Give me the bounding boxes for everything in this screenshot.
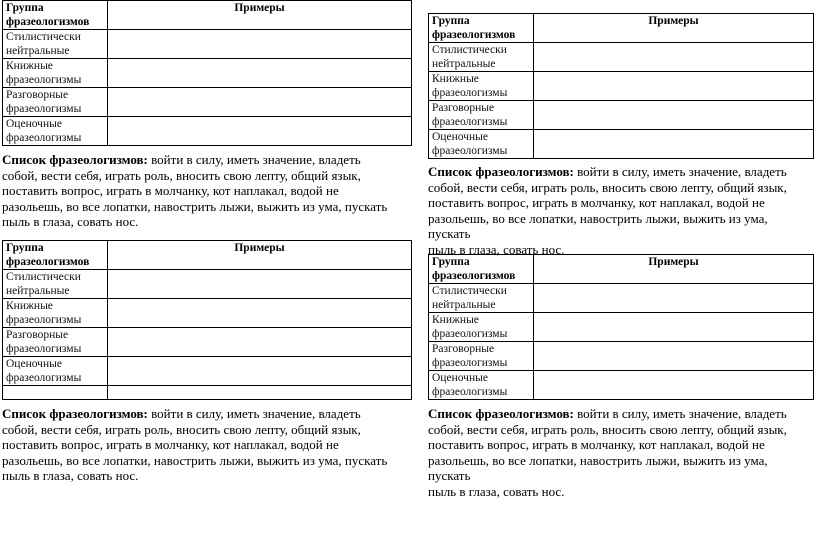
examples-cell[interactable] — [534, 313, 814, 342]
row-label: Разговорные фразеологизмы — [429, 342, 534, 371]
header-group-cell: Группа фразеологизмов — [429, 255, 534, 284]
table-block-bottom-right — [428, 254, 814, 400]
row-label: Разговорные фразеологизмы — [3, 88, 108, 117]
list-line: пыль в глаза, совать нос. — [2, 214, 139, 230]
examples-cell[interactable] — [534, 284, 814, 313]
examples-cell[interactable] — [534, 43, 814, 72]
list-label: Список фразеологизмов: — [2, 152, 148, 167]
examples-cell[interactable] — [534, 101, 814, 130]
list-line: разольешь, во все лопатки, навострить лыжи, выжить из ума, пускать — [2, 452, 388, 468]
header-group-cell: Группа фразеологизмов — [429, 14, 534, 43]
examples-cell[interactable] — [108, 59, 412, 88]
list-line: собой, вести себя, играть роль, вносить свою лепту, общий язык, — [2, 421, 361, 437]
list-line: собой, вести себя, играть роль, вносить свою лепту, общий язык, — [428, 421, 787, 437]
list-line: собой, вести себя, играть роль, вносить свою лепту, общий язык, — [428, 179, 787, 195]
list-label: Список фразеологизмов: — [2, 406, 148, 421]
examples-cell[interactable] — [108, 299, 412, 328]
list-line: войти в силу, иметь значение, владеть — [577, 164, 787, 179]
row-label: Книжные фразеологизмы — [3, 299, 108, 328]
row-label: Оценочные фразеологизмы — [3, 117, 108, 146]
row-label: Стилистически нейтральные — [3, 30, 108, 59]
list-line: поставить вопрос, играть в молчанку, кот наплакал, водой не — [2, 437, 339, 453]
examples-cell[interactable] — [534, 130, 814, 159]
row-label: Книжные фразеологизмы — [429, 313, 534, 342]
table-block-bottom-left — [2, 240, 412, 400]
list-line: пыль в глаза, совать нос. — [428, 483, 565, 499]
list-line: собой, вести себя, играть роль, вносить свою лепту, общий язык, — [2, 167, 361, 183]
phraseology-table — [428, 254, 814, 400]
examples-cell[interactable] — [108, 357, 412, 386]
row-label: Стилистически нейтральные — [3, 270, 108, 299]
examples-cell[interactable] — [534, 342, 814, 371]
phraseology-table — [2, 240, 412, 400]
examples-cell[interactable] — [534, 371, 814, 400]
phrase-list-bottom-right — [428, 406, 813, 500]
examples-cell[interactable] — [108, 30, 412, 59]
list-line: войти в силу, иметь значение, владеть — [151, 152, 361, 167]
row-label: Разговорные фразеологизмы — [3, 328, 108, 357]
examples-cell[interactable] — [534, 72, 814, 101]
row-label: Разговорные фразеологизмы — [429, 101, 534, 130]
examples-cell[interactable] — [108, 270, 412, 299]
list-line: войти в силу, иметь значение, владеть — [577, 406, 787, 421]
list-line: разольешь, во все лопатки, навострить лыжи, выжить из ума, пускать — [428, 210, 768, 242]
examples-cell[interactable] — [108, 328, 412, 357]
row-label: Оценочные фразеологизмы — [3, 357, 108, 386]
header-examples-cell: Примеры — [108, 1, 412, 30]
table-block-top-left — [2, 0, 412, 146]
phraseology-table — [428, 13, 814, 159]
list-label: Список фразеологизмов: — [428, 406, 574, 421]
header-examples-cell: Примеры — [534, 14, 814, 43]
row-label: Оценочные фразеологизмы — [429, 371, 534, 400]
row-label: Стилистически нейтральные — [429, 43, 534, 72]
row-label: Оценочные фразеологизмы — [429, 130, 534, 159]
phrase-list-top-left — [2, 152, 412, 230]
header-group-cell: Группа фразеологизмов — [3, 1, 108, 30]
list-line: поставить вопрос, играть в молчанку, кот наплакал, водой не — [428, 195, 765, 211]
list-line: войти в силу, иметь значение, владеть — [151, 406, 361, 421]
list-line: поставить вопрос, играть в молчанку, кот наплакал, водой не — [2, 183, 339, 199]
row-label: Книжные фразеологизмы — [3, 59, 108, 88]
phraseology-table — [2, 0, 412, 146]
list-line: разольешь, во все лопатки, навострить лыжи, выжить из ума, пускать — [428, 452, 768, 484]
examples-cell[interactable] — [108, 88, 412, 117]
list-line: разольешь, во все лопатки, навострить лыжи, выжить из ума, пускать — [2, 198, 388, 214]
examples-cell[interactable] — [108, 117, 412, 146]
header-examples-cell: Примеры — [534, 255, 814, 284]
row-label: Стилистически нейтральные — [429, 284, 534, 313]
phrase-list-bottom-left — [2, 406, 412, 484]
empty-cell[interactable] — [108, 386, 412, 400]
row-label: Книжные фразеологизмы — [429, 72, 534, 101]
list-line: пыль в глаза, совать нос. — [2, 468, 139, 484]
table-block-top-right — [428, 13, 814, 159]
list-line: поставить вопрос, играть в молчанку, кот наплакал, водой не — [428, 437, 765, 453]
list-label: Список фразеологизмов: — [428, 164, 574, 179]
list-line: пыль в глаза, совать нос. — [428, 241, 565, 257]
empty-cell[interactable] — [3, 386, 108, 400]
header-group-cell: Группа фразеологизмов — [3, 241, 108, 270]
header-examples-cell: Примеры — [108, 241, 412, 270]
phrase-list-top-right — [428, 164, 813, 258]
